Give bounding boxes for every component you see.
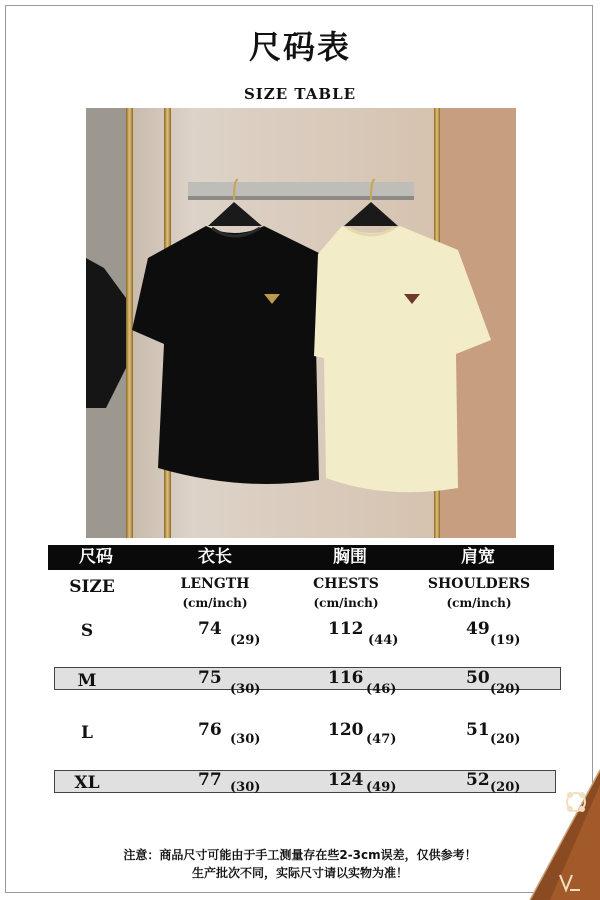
note-line-1: 注意：商品尺寸可能由于手工测量存在些2-3cm误差，仅供参考！ [123, 848, 477, 862]
header-shoulder-en: SHOULDERS [427, 576, 531, 592]
size-s-label: S [80, 621, 94, 641]
shoulder-xl-inch: (20) [490, 780, 521, 795]
note-line-2: 生产批次不同，实际尺寸请以实物为准！ [191, 866, 408, 880]
shoulder-s-inch: (19) [490, 633, 521, 648]
header-chest-cn: 胸围 [333, 547, 367, 567]
product-photo [86, 108, 516, 538]
chest-s-inch: (44) [368, 633, 399, 648]
shoulder-xl: 52 [466, 770, 490, 790]
header-shoulder-cn: 肩宽 [461, 547, 495, 567]
shoulder-l-inch: (20) [490, 732, 521, 747]
length-s: 74 [198, 619, 222, 639]
length-xl-inch: (30) [230, 780, 261, 795]
length-m-inch: (30) [230, 682, 261, 697]
shoulder-m-inch: (20) [490, 682, 521, 697]
shoulder-m: 50 [466, 668, 490, 688]
unit-chest: (cm/inch) [313, 596, 379, 610]
unit-length: (cm/inch) [182, 596, 248, 610]
chest-l-inch: (47) [366, 732, 397, 747]
page-title: 尺码表 [248, 28, 351, 66]
length-m: 75 [198, 668, 222, 688]
header-chest-en: CHESTS [313, 576, 379, 592]
page-subtitle: SIZE TABLE [243, 85, 357, 103]
shoulder-l: 51 [466, 720, 490, 740]
header-size-en: SIZE [69, 577, 115, 597]
length-l: 76 [198, 720, 222, 740]
chest-xl: 124 [328, 770, 364, 790]
chest-xl-inch: (49) [366, 780, 397, 795]
size-xl-label: XL [74, 773, 100, 793]
header-length-cn: 衣长 [198, 547, 232, 567]
size-l-label: L [81, 723, 93, 743]
chest-l: 120 [328, 720, 364, 740]
size-m-label: M [77, 671, 97, 691]
header-length-en: LENGTH [180, 576, 250, 592]
chest-m-inch: (46) [366, 682, 397, 697]
chest-s: 112 [328, 619, 364, 639]
length-xl: 77 [198, 770, 222, 790]
tshirts-illustration [86, 108, 516, 538]
brand-logo-strap [522, 750, 600, 900]
chest-m: 116 [328, 668, 364, 688]
unit-shoulder: (cm/inch) [446, 596, 512, 610]
length-l-inch: (30) [230, 732, 261, 747]
length-s-inch: (29) [230, 633, 261, 648]
shoulder-s: 49 [466, 619, 490, 639]
header-size-cn: 尺码 [79, 547, 113, 567]
